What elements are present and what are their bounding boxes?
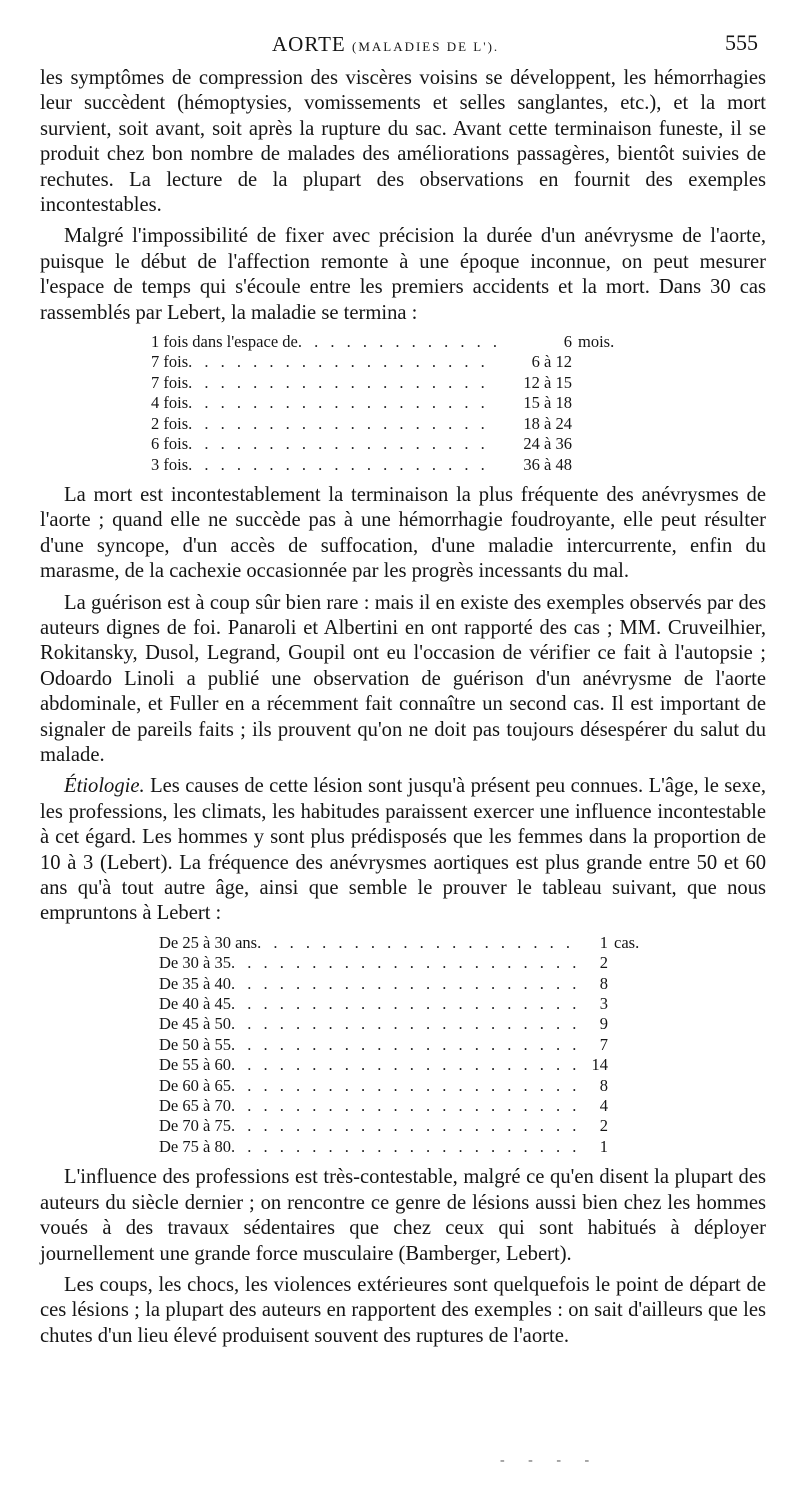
- table-row: [151, 332, 622, 352]
- row-label: 3 fois: [151, 454, 189, 474]
- paragraph-2: Malgré l'impossibilité de fixer avec précision la durée d'un anévrysme de l'aorte, puisque le début de l'affection remonte à une époque inconnue, on peut mesurer l'espace de temps qui s'écoule entre les premiers accidents et la mort. Dans 30 cas rassemblés par Lebert, la maladie se termina :: [40, 225, 766, 324]
- dot-leader: [188, 455, 496, 475]
- row-label: 7 fois: [151, 372, 189, 392]
- dot-leader: [231, 1116, 578, 1136]
- table-row: [159, 1014, 658, 1034]
- paragraph-7: Les coups, les chocs, les violences extérieures sont quelquefois le point de départ de ces lésions ; la plupart des auteurs en rapportent des exemples : on sait d'ailleurs que les chutes d'un lieu élevé produisent souvent des ruptures de l'aorte.: [40, 1273, 766, 1347]
- table-row: [159, 1096, 658, 1116]
- dot-leader: [188, 352, 496, 372]
- section-heading-etiologie: Étiologie.: [64, 775, 145, 798]
- row-value: 1: [599, 1136, 608, 1156]
- paragraph-5: [40, 774, 766, 926]
- dot-leader: [257, 933, 578, 953]
- dot-leader: [231, 1137, 578, 1157]
- row-value: 12 à 15: [523, 372, 572, 392]
- table-row: [151, 414, 622, 434]
- dot-leader: [231, 1014, 578, 1034]
- row-unit: mois.: [578, 332, 615, 352]
- row-value: 8: [599, 1075, 608, 1095]
- row-value: 36 à 48: [523, 454, 572, 474]
- table-row: [151, 393, 622, 413]
- paragraph-4: La guérison est à coup sûr bien rare : mais il en existe des exemples observés par des auteurs dignes de foi. Panaroli et Albertini en ont rapporté des cas ; MM. Cruveilhier, Rokitansky, Dusol, Legrand, Goupil ont eu l'occasion de vérifier ce fait à l'autopsie ; Odoardo Linoli a publié une observation de guérison d'un anévrysme de l'aorte abdominale, et Fuller en a récemment fait connaître un second cas. Il est important de signaler de pareils faits ; ils prouvent qu'on ne doit pas toujours désespérer du salut du malade.: [40, 591, 766, 766]
- row-label: De 50 à 55: [159, 1034, 231, 1054]
- table-row: [159, 974, 658, 994]
- row-value: 1: [599, 932, 608, 952]
- dot-leader: [231, 953, 578, 973]
- age-table: [40, 933, 658, 1157]
- row-value: 9: [599, 1014, 608, 1034]
- running-title: [272, 32, 499, 57]
- paragraph-1: les symptômes de compression des viscères voisins se développent, les hémorrhagies leur succèdent (hémoptysies, vomissements et selles sanglantes, etc.), et la mort survient, soit avant, soit après la rupture du sac. Avant cette terminaison funeste, il se produit chez bon nombre de malades des améliorations passagères, bientôt suivies de rechutes. La lecture de la plupart des observations en fournit des exemples incontestables.: [40, 67, 766, 217]
- row-label: 6 fois: [151, 434, 189, 454]
- duration-table: [40, 332, 622, 475]
- body-text: [40, 66, 766, 1355]
- row-value: 6: [563, 332, 572, 352]
- row-value: 4: [599, 1096, 608, 1116]
- paragraph-6: L'influence des professions est très-contestable, malgré ce qu'en disent la plupart des auteurs du siècle dernier ; on rencontre ce genre de lésions aussi bien chez les hommes voués à des travaux sédentaires que chez ceux qui sont habitués à déployer journellement une grande force musculaire (Bamberger, Lebert).: [40, 1166, 766, 1265]
- row-unit: cas.: [614, 932, 640, 952]
- table-row: [159, 1137, 658, 1157]
- table-row: [151, 373, 622, 393]
- dot-leader: [231, 994, 578, 1014]
- row-value: 7: [599, 1034, 608, 1054]
- row-label: 1 fois dans l'espace de: [151, 332, 298, 352]
- row-value: 18 à 24: [523, 413, 572, 433]
- table-row: [151, 352, 622, 372]
- row-value: 6 à 12: [531, 352, 572, 372]
- row-value: 3: [599, 994, 608, 1014]
- dot-leader: [231, 1035, 578, 1055]
- table-row: [159, 1076, 658, 1096]
- page-header: [0, 30, 800, 60]
- row-label: De 75 à 80: [159, 1136, 231, 1156]
- printer-marks: - - - -: [500, 1453, 600, 1468]
- row-value: 24 à 36: [523, 434, 572, 454]
- row-value: 2: [599, 953, 608, 973]
- running-title-subtitle: (MALADIES DE L').: [351, 39, 500, 54]
- table-row: [159, 1116, 658, 1136]
- dot-leader: [188, 393, 496, 413]
- table-row: [159, 953, 658, 973]
- row-value: 15 à 18: [523, 393, 572, 413]
- row-label: De 40 à 45: [159, 994, 231, 1014]
- paragraph-3: La mort est incontestablement la terminaison la plus fréquente des anévrysmes de l'aorte ; quand elle ne succède pas à une hémorrhagie foudroyante, elle peut résulter d'une syncope, d'un accès de suffocation, d'une maladie intercurrente, enfin du marasme, de la cachexie occasionnée par les progrès incessants du mal.: [40, 483, 766, 583]
- row-label: 4 fois: [151, 393, 189, 413]
- row-label: De 25 à 30 ans: [159, 932, 258, 952]
- row-label: De 65 à 70: [159, 1096, 231, 1116]
- row-value: 8: [599, 973, 608, 993]
- table-row: [159, 933, 658, 953]
- row-value: 14: [591, 1055, 608, 1075]
- dot-leader: [231, 974, 578, 994]
- dot-leader: [231, 1096, 578, 1116]
- row-label: 2 fois: [151, 413, 189, 433]
- table-row: [151, 434, 622, 454]
- dot-leader: [298, 332, 496, 352]
- row-label: De 45 à 50: [159, 1014, 231, 1034]
- row-label: 7 fois: [151, 352, 189, 372]
- page-number: 555: [725, 30, 758, 55]
- row-label: De 55 à 60: [159, 1055, 231, 1075]
- dot-leader: [188, 414, 496, 434]
- table-row: [159, 1035, 658, 1055]
- table-row: [151, 455, 622, 475]
- dot-leader: [188, 434, 496, 454]
- row-label: De 30 à 35: [159, 953, 231, 973]
- row-label: De 60 à 65: [159, 1075, 231, 1095]
- dot-leader: [231, 1076, 578, 1096]
- row-label: De 35 à 40: [159, 973, 231, 993]
- table-row: [159, 1055, 658, 1075]
- paragraph-5-text: Les causes de cette lésion sont jusqu'à présent peu connues. L'âge, le sexe, les professions, les climats, les habitudes paraissent exercer une influence incontestable à cet égard. Les hommes y sont plus prédisposés que les femmes dans la proportion de 10 à 3 (Lebert). La fréquence des anévrysmes aortiques est plus grande entre 50 et 60 ans qu'à tout autre âge, ainsi que semble le prouver le tableau suivant, que nous empruntons à Lebert :: [40, 775, 766, 925]
- row-value: 2: [599, 1116, 608, 1136]
- dot-leader: [231, 1055, 578, 1075]
- table-row: [159, 994, 658, 1014]
- dot-leader: [188, 373, 496, 393]
- running-title-main: AORTE: [272, 32, 346, 56]
- row-label: De 70 à 75: [159, 1116, 231, 1136]
